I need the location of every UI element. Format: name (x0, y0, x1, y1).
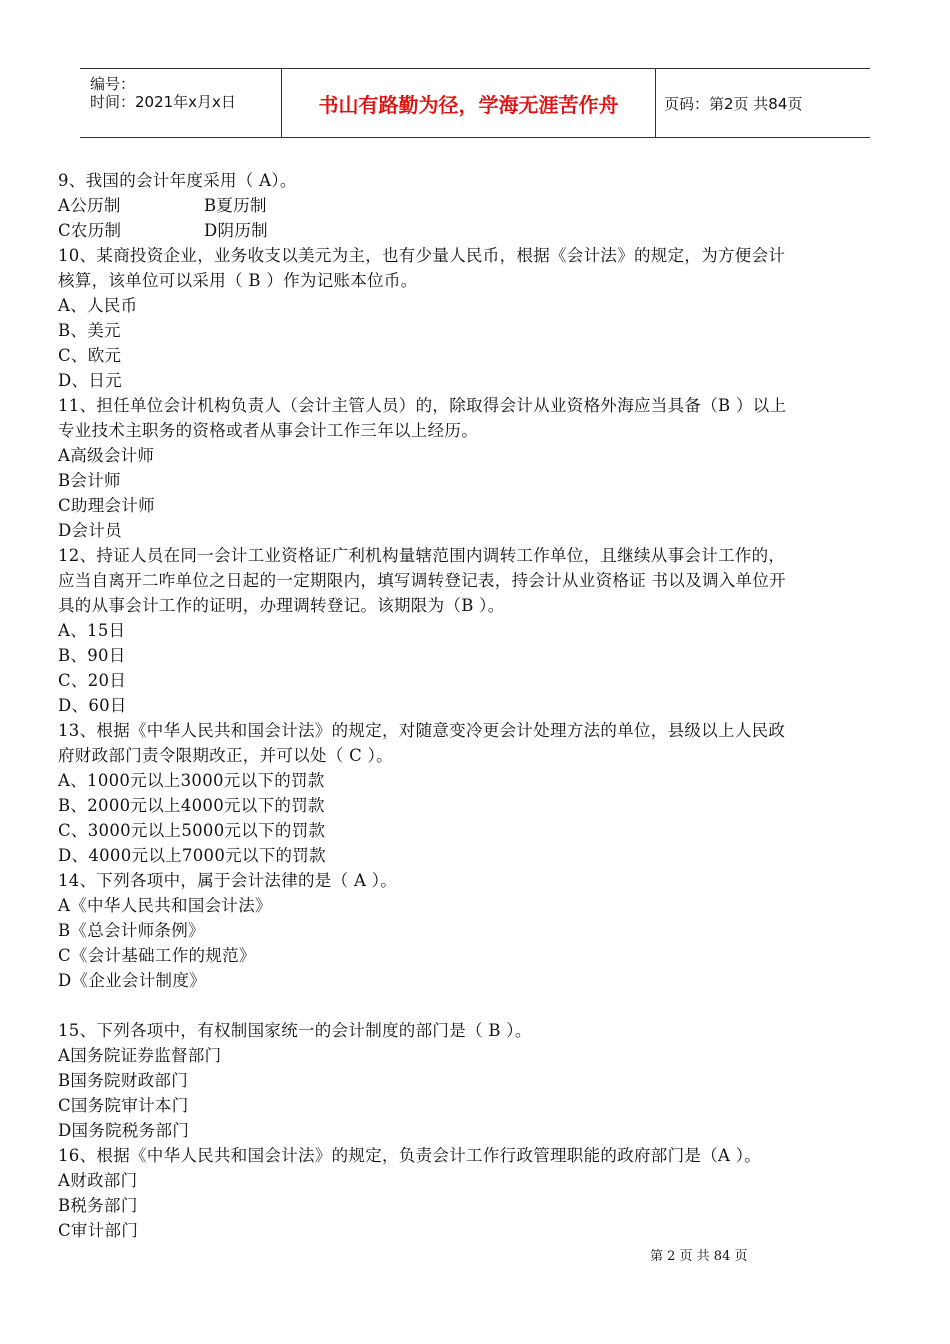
text-line: D、4000元以上7000元以下的罚款 (58, 846, 326, 865)
text-line: B税务部门 (58, 1196, 138, 1215)
text-line: C审计部门 (58, 1221, 139, 1240)
question-body (58, 168, 898, 1243)
text-line: B《总会计师条例》 (58, 921, 205, 940)
blank-line (58, 993, 898, 1018)
text-line: C《会计基础工作的规范》 (58, 946, 256, 965)
code-label: 编号： (90, 75, 136, 93)
text-line: A、1000元以上3000元以下的罚款 (58, 771, 325, 790)
text-line: C助理会计师 (58, 496, 155, 515)
question-text: 11、担任单位会计机构负责人（会计主管人员）的，除取得会计从业资格外海应当具备（B ）以上 (58, 396, 787, 415)
question-text: 10、某商投资企业，业务收支以美元为主，也有少量人民币，根据《会计法》的规定，为方便会计 (58, 246, 786, 265)
text-line: A财政部门 (58, 1171, 138, 1190)
option-text: A公历制 (58, 196, 121, 215)
text-line: D、60日 (58, 696, 127, 715)
question-text: 13、根据《中华人民共和国会计法》的规定，对随意变冷更会计处理方法的单位，县级以上人民政 (58, 721, 786, 740)
date-label: 时间：2021年x月x日 (90, 93, 236, 111)
question-text: 15、下列各项中，有权制国家统一的会计制度的部门是（ B ）。 (58, 1021, 532, 1040)
text-line: B、90日 (58, 646, 126, 665)
question-text: 12、持证人员在同一会计工业资格证广利机构量辖范围内调转工作单位，且继续从事会计工作的， (58, 546, 786, 565)
text-line: D国务院税务部门 (58, 1121, 190, 1140)
text-line: B、2000元以上4000元以下的罚款 (58, 796, 325, 815)
text-line: 应当自离开二咋单位之日起的一定期限内，填写调转登记表，持会计从业资格证 书以及调入单位开 (58, 571, 786, 590)
text-line: 府财政部门责令限期改正，并可以处（ C ）。 (58, 746, 393, 765)
text-line: B会计师 (58, 471, 121, 490)
text-line: C、欧元 (58, 346, 122, 365)
text-line: 核算，该单位可以采用（ B ）作为记账本位币。 (58, 271, 418, 290)
option-text: B夏历制 (204, 196, 267, 215)
text-line: A《中华人民共和国会计法》 (58, 896, 272, 915)
text-line: A、人民币 (58, 296, 138, 315)
option-row (58, 218, 898, 243)
question-text: 16、根据《中华人民共和国会计法》的规定，负责会计工作行政管理职能的政府部门是（A ）。 (58, 1146, 762, 1165)
option-text: D阴历制 (204, 221, 268, 240)
text-line: C、20日 (58, 671, 127, 690)
header-meta-cell (80, 69, 281, 137)
text-line: A、15日 (58, 621, 126, 640)
question-text: 9、我国的会计年度采用（ A）。 (58, 171, 297, 190)
text-line: 具的从事会计工作的证明，办理调转登记。该期限为（B ）。 (58, 596, 505, 615)
text-line: D会计员 (58, 521, 122, 540)
option-row (58, 193, 898, 218)
text-line: 专业技术主职务的资格或者从事会计工作三年以上经历。 (58, 421, 478, 440)
text-line: B国务院财政部门 (58, 1071, 189, 1090)
text-line: A国务院证券监督部门 (58, 1046, 222, 1065)
page-footer: 第 2 页 共 84 页 (650, 1249, 748, 1264)
text-line: C国务院审计本门 (58, 1096, 189, 1115)
question-text: 14、下列各项中，属于会计法律的是（ A ）。 (58, 871, 398, 890)
text-line: B、美元 (58, 321, 121, 340)
text-line: D、日元 (58, 371, 122, 390)
text-line: C、3000元以上5000元以下的罚款 (58, 821, 326, 840)
option-text: C农历制 (58, 221, 122, 240)
header-motto: 书山有路勤为径，学海无涯苦作舟 (281, 69, 656, 137)
header-page-info: 页码：第2页 共84页 (664, 95, 803, 113)
page-header (80, 68, 870, 138)
text-line: A高级会计师 (58, 446, 155, 465)
text-line: D《企业会计制度》 (58, 971, 206, 990)
